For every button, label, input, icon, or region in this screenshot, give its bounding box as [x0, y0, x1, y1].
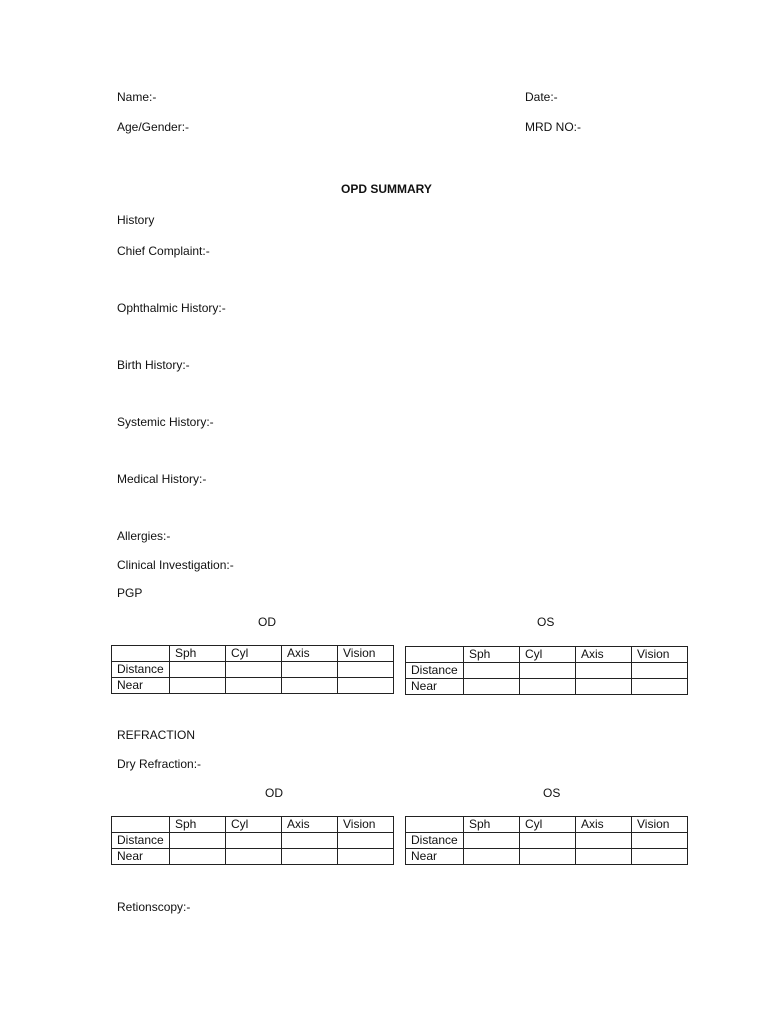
table-row [112, 849, 394, 865]
column-header-axis: Axis [576, 817, 632, 833]
table-cell[interactable] [226, 662, 282, 678]
systemic-history-label: Systemic History:- [117, 415, 214, 429]
table-row [406, 833, 688, 849]
ophthalmic-history-label: Ophthalmic History:- [117, 301, 226, 315]
table-cell[interactable] [282, 833, 338, 849]
table-header-row [406, 647, 688, 663]
column-header-vision: Vision [338, 817, 394, 833]
table-cell[interactable] [170, 833, 226, 849]
chief-complaint-label: Chief Complaint:- [117, 244, 210, 258]
row-label-near: Near [406, 849, 464, 865]
column-header-cyl: Cyl [520, 817, 576, 833]
table-cell[interactable] [282, 662, 338, 678]
row-label-distance: Distance [112, 833, 170, 849]
table-cell[interactable] [464, 663, 520, 679]
column-header-axis: Axis [282, 817, 338, 833]
column-header-axis: Axis [282, 646, 338, 662]
column-header-axis: Axis [576, 647, 632, 663]
table-cell[interactable] [632, 833, 688, 849]
table-row [112, 678, 394, 694]
history-heading: History [117, 213, 155, 227]
table-cell[interactable] [520, 663, 576, 679]
column-header-cyl: Cyl [520, 647, 576, 663]
table-cell[interactable] [464, 833, 520, 849]
column-header-vision: Vision [632, 817, 688, 833]
row-label-near: Near [112, 849, 170, 865]
refraction-os-table [405, 816, 688, 865]
row-label-distance: Distance [406, 833, 464, 849]
dry-refraction-label: Dry Refraction:- [117, 757, 202, 771]
clinical-investigation-label: Clinical Investigation:- [117, 558, 234, 572]
table-cell[interactable] [170, 849, 226, 865]
pgp-heading: PGP [117, 586, 143, 600]
column-header-sph: Sph [170, 646, 226, 662]
pgp-od-label: OD [258, 615, 276, 629]
table-cell[interactable] [576, 849, 632, 865]
table-cell[interactable] [632, 679, 688, 695]
table-cell[interactable] [576, 679, 632, 695]
pgp-os-table [405, 646, 688, 695]
table-cell[interactable] [464, 849, 520, 865]
refraction-os-label: OS [543, 786, 561, 800]
age-gender-label: Age/Gender:- [117, 120, 190, 134]
mrd-number-label: MRD NO:- [525, 120, 581, 134]
refraction-od-label: OD [265, 786, 283, 800]
table-cell[interactable] [226, 849, 282, 865]
table-cell[interactable] [464, 679, 520, 695]
date-label: Date:- [525, 90, 558, 104]
table-cell[interactable] [632, 849, 688, 865]
table-cell[interactable] [226, 833, 282, 849]
table-cell[interactable] [576, 663, 632, 679]
table-cell[interactable] [632, 663, 688, 679]
row-label-near: Near [406, 679, 464, 695]
row-label-distance: Distance [112, 662, 170, 678]
table-row [406, 849, 688, 865]
column-header-sph: Sph [170, 817, 226, 833]
retinoscopy-label: Retionscopy:- [117, 900, 191, 914]
column-header-vision: Vision [338, 646, 394, 662]
column-header-cyl: Cyl [226, 817, 282, 833]
table-corner-cell [406, 647, 464, 663]
table-cell[interactable] [520, 849, 576, 865]
table-cell[interactable] [338, 678, 394, 694]
table-header-row [112, 817, 394, 833]
table-cell[interactable] [170, 662, 226, 678]
table-row [406, 663, 688, 679]
column-header-sph: Sph [464, 817, 520, 833]
column-header-cyl: Cyl [226, 646, 282, 662]
pgp-od-table [111, 645, 394, 694]
birth-history-label: Birth History:- [117, 358, 190, 372]
refraction-od-table [111, 816, 394, 865]
pgp-os-label: OS [537, 615, 555, 629]
table-cell[interactable] [338, 849, 394, 865]
table-row [406, 679, 688, 695]
table-cell[interactable] [282, 678, 338, 694]
name-label: Name:- [117, 90, 157, 104]
table-corner-cell [112, 646, 170, 662]
table-row [112, 833, 394, 849]
table-cell[interactable] [170, 678, 226, 694]
refraction-heading: REFRACTION [117, 728, 195, 742]
medical-history-label: Medical History:- [117, 472, 207, 486]
table-header-row [406, 817, 688, 833]
table-row [112, 662, 394, 678]
column-header-sph: Sph [464, 647, 520, 663]
page-title: OPD SUMMARY [341, 182, 432, 196]
table-cell[interactable] [338, 662, 394, 678]
row-label-distance: Distance [406, 663, 464, 679]
table-cell[interactable] [338, 833, 394, 849]
table-corner-cell [112, 817, 170, 833]
table-cell[interactable] [520, 833, 576, 849]
allergies-label: Allergies:- [117, 529, 171, 543]
table-cell[interactable] [576, 833, 632, 849]
table-cell[interactable] [282, 849, 338, 865]
table-cell[interactable] [520, 679, 576, 695]
table-corner-cell [406, 817, 464, 833]
table-header-row [112, 646, 394, 662]
row-label-near: Near [112, 678, 170, 694]
table-cell[interactable] [226, 678, 282, 694]
column-header-vision: Vision [632, 647, 688, 663]
